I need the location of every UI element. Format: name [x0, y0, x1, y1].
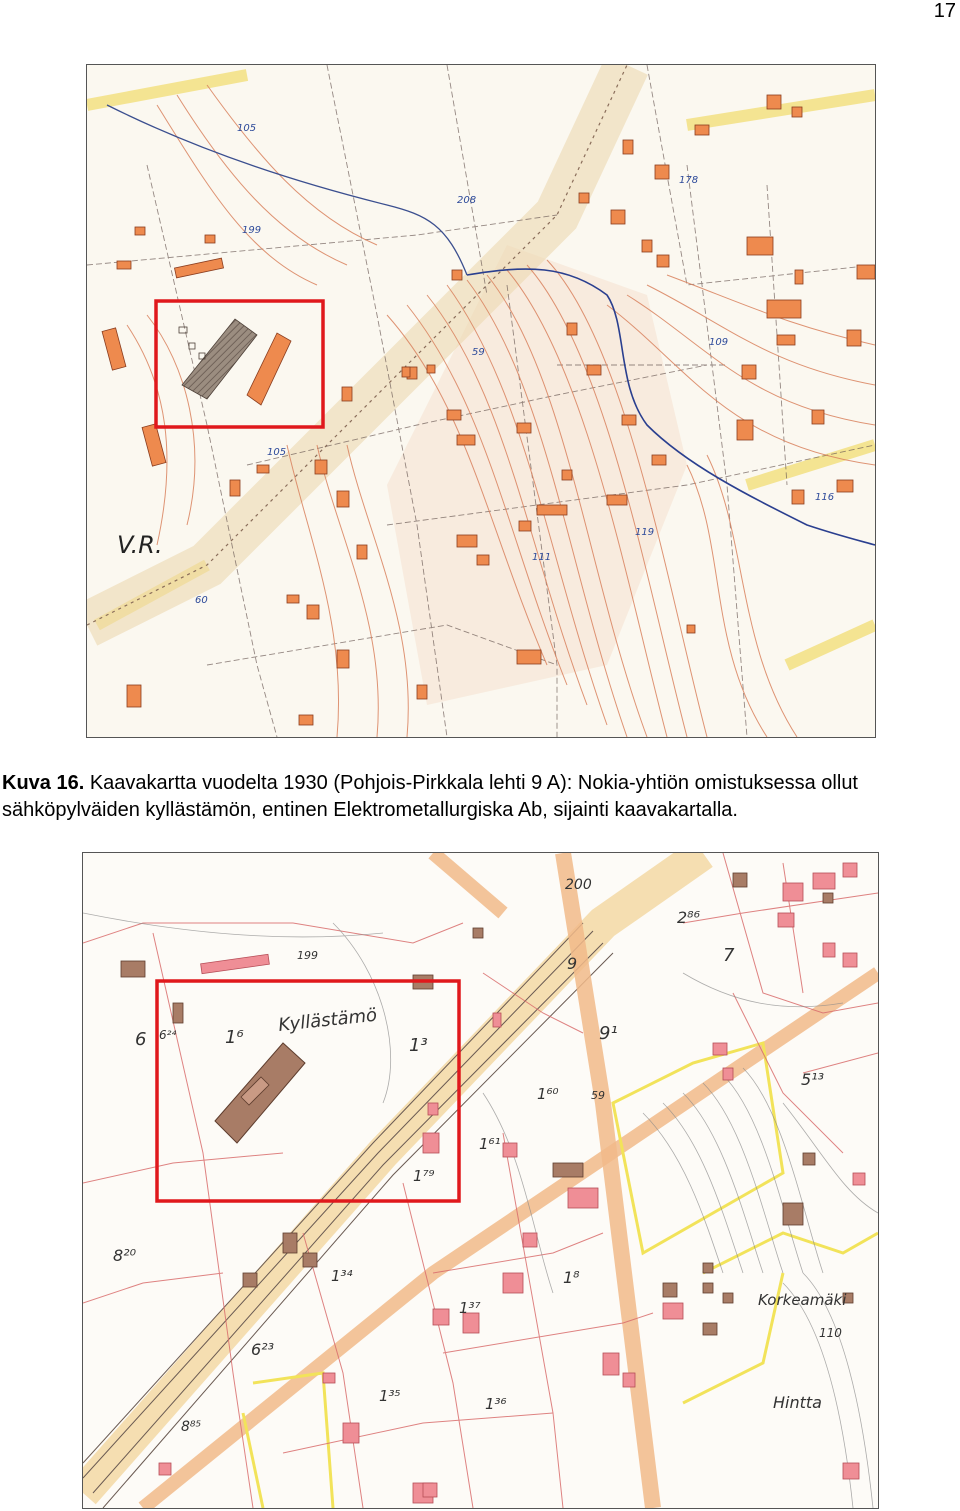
figure-label: Kuva 16.: [2, 772, 85, 794]
map-bottom-label-199: 199: [297, 949, 318, 962]
map-bottom-label-p179: 1⁷⁹: [413, 1167, 435, 1185]
page-number: 17: [933, 0, 956, 22]
map-bottom-label-p18: 1⁸: [563, 1268, 580, 1287]
map-top-label-105: 105: [237, 123, 257, 134]
map-bottom-label-p137: 1³⁷: [459, 1299, 481, 1317]
map-bottom-label-p16: 1⁶: [225, 1027, 244, 1048]
zoning-map-current: [82, 852, 879, 1509]
map-bottom-label-p135: 1³⁵: [379, 1387, 401, 1405]
map-top-label-railway: V.R.: [117, 531, 163, 559]
map-bottom-label-kyllastamo: Kyllästämö: [277, 1004, 379, 1036]
map-bottom-label-200: 200: [565, 877, 592, 893]
map-top-label-208: 208: [457, 195, 477, 206]
map-top-label-60: 60: [195, 595, 208, 606]
map-bottom-label-p160: 1⁶⁰: [537, 1085, 559, 1103]
map-bottom-label-p7: 7: [723, 945, 735, 966]
map-bottom-label-p820: 8²⁰: [113, 1246, 137, 1265]
map-bottom-label-p624: 6²⁴: [159, 1028, 177, 1042]
map-top-label-119: 119: [635, 527, 655, 538]
map-bottom-label-p623: 6²³: [251, 1340, 275, 1359]
zoning-map-current-drawing: [83, 853, 878, 1508]
map-top-label-116: 116: [815, 492, 835, 503]
map-top-label-105b: 105: [267, 447, 287, 458]
map-bottom-label-p286: 2⁸⁶: [677, 908, 701, 927]
map-bottom-label-110: 110: [819, 1326, 842, 1340]
map-bottom-label-p9: 9: [567, 954, 578, 973]
map-bottom-label-p513: 5¹³: [801, 1070, 825, 1089]
figure-caption: [2, 770, 952, 824]
zoning-map-1930: [86, 64, 876, 738]
map-bottom-label-p91: 9¹: [599, 1023, 618, 1044]
map-top-label-59: 59: [472, 347, 485, 358]
map-bottom-label-p13: 1³: [409, 1035, 428, 1056]
map-bottom-label-6: 6: [135, 1029, 147, 1050]
map-bottom-label-p885: 8⁸⁵: [181, 1419, 202, 1435]
map-bottom-label-korkeamaki: Korkeamäki: [758, 1291, 847, 1309]
figure-caption-text: Kaavakartta vuodelta 1930 (Pohjois-Pirkkala lehti 9 A): Nokia-yhtiön omistuksessa ollut sähköpylväiden kyllästämön, entinen Elektrometallurgiska Ab, sijainti kaavakartalla.: [2, 772, 858, 821]
map-bottom-label-p134: 1³⁴: [331, 1267, 353, 1285]
map-bottom-label-p136: 1³⁶: [485, 1395, 507, 1413]
map-top-label-109: 109: [709, 337, 729, 348]
map-top-label-178: 178: [679, 175, 699, 186]
map-bottom-label-hintta: Hintta: [773, 1393, 822, 1412]
map-top-label-111: 111: [532, 552, 552, 563]
map-bottom-label-p161: 1⁶¹: [479, 1135, 501, 1153]
zoning-map-1930-drawing: [87, 65, 875, 737]
map-bottom-label-59: 59: [591, 1089, 605, 1102]
map-top-label-199: 199: [242, 225, 262, 236]
